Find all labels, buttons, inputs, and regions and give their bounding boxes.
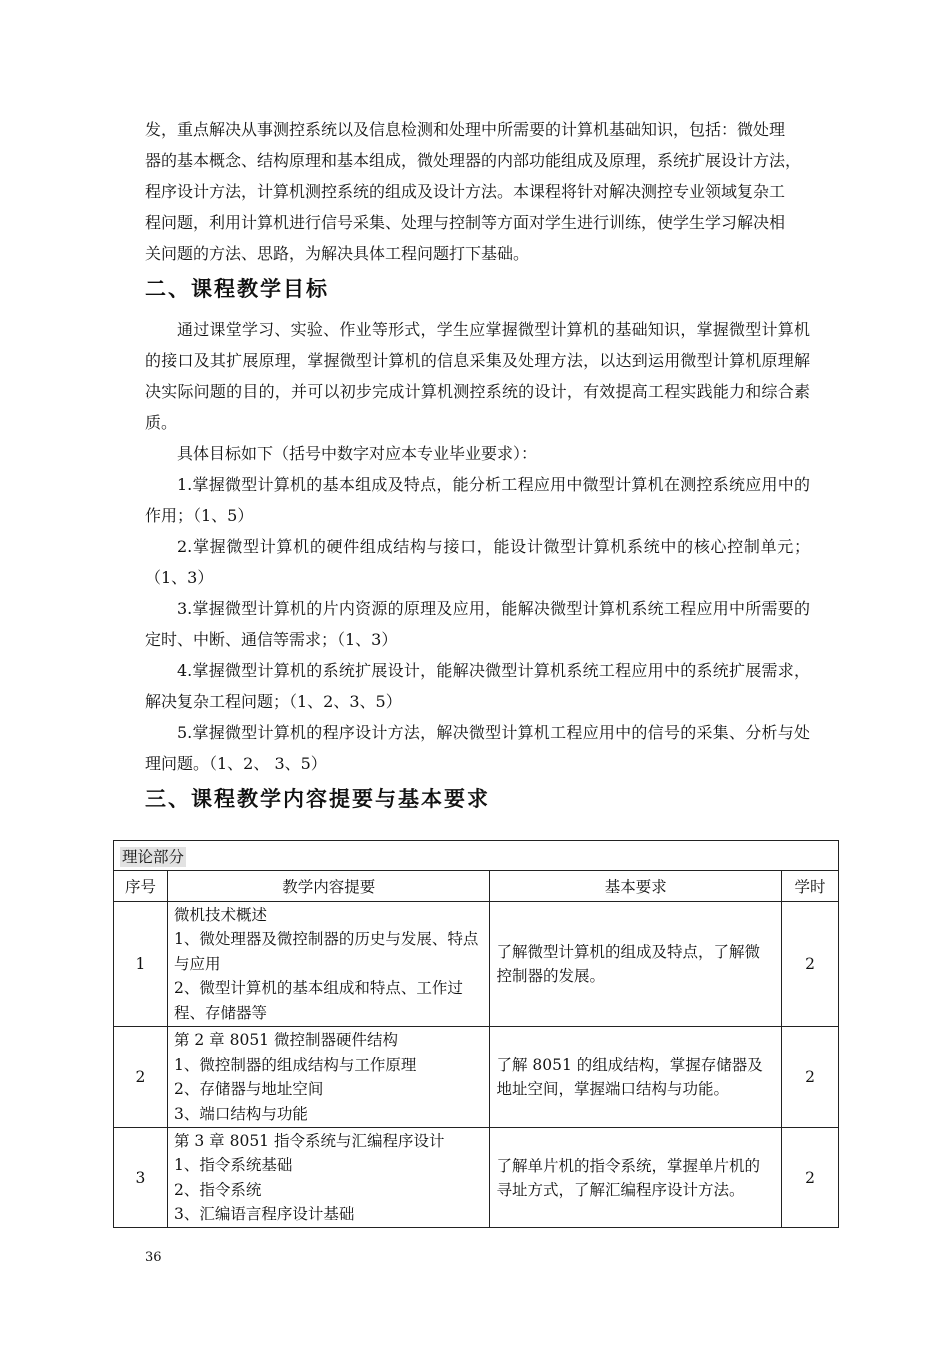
goals-intro: 具体目标如下（括号中数字对应本专业毕业要求）： <box>177 444 538 463</box>
document-body <box>145 114 810 824</box>
content-line: 第 3 章 8051 指令系统与汇编程序设计 <box>173 1131 445 1150</box>
goal-item-3: 3.掌握微型计算机的片内资源的原理及应用，能解决微型计算机系统工程应用中所需要的定时、中断、通信等需求；（1、3） <box>145 599 810 649</box>
row-requirement: 了解微型计算机的组成及特点，了解微控制器的发展。 <box>490 902 782 1027</box>
content-line: 1、指令系统基础 <box>173 1156 293 1174</box>
row-requirement: 了解 8051 的组成结构，掌握存储器及地址空间，掌握端口结构与功能。 <box>490 1027 782 1128</box>
content-line: 1、微处理器及微控制器的历史与发展、特点与应用 <box>173 930 479 973</box>
intro-line: 关问题的方法、思路，为解决具体工程问题打下基础。 <box>145 244 530 263</box>
row-num: 1 <box>114 902 168 1027</box>
objectives-paragraph: 通过课堂学习、实验、作业等形式，学生应掌握微型计算机的基础知识，掌握微型计算机的接口及其扩展原理，掌握微型计算机的信息采集及处理方法，以达到运用微型计算机原理解决实际问题的目的，并可以初步完成计算机测控系统的设计，有效提高工程实践能力和综合素质。 <box>145 320 810 432</box>
row-content <box>167 1027 490 1128</box>
row-content <box>167 1128 490 1228</box>
content-line: 2、微型计算机的基本组成和特点、工作过程、存储器等 <box>173 979 463 1022</box>
table-row <box>114 902 839 1027</box>
content-line: 1、微控制器的组成结构与工作原理 <box>173 1055 417 1074</box>
goal-item-2: 2.掌握微型计算机的硬件组成结构与接口，能设计微型计算机系统中的核心控制单元；（1、3） <box>145 537 810 587</box>
section-2-heading: 二、课程教学目标 <box>145 277 329 301</box>
table-section-label: 理论部分 <box>114 841 839 871</box>
row-content <box>167 902 490 1027</box>
content-line: 第 2 章 8051 微控制器硬件结构 <box>173 1031 398 1049</box>
table-row <box>114 1128 839 1228</box>
content-line: 微机技术概述 <box>173 905 267 924</box>
course-content-table <box>113 840 839 1228</box>
content-line: 2、存储器与地址空间 <box>173 1080 324 1098</box>
row-hours: 2 <box>782 902 839 1027</box>
content-line: 3、端口结构与功能 <box>173 1104 308 1123</box>
section-3-heading: 三、课程教学内容提要与基本要求 <box>145 787 490 811</box>
content-line: 2、指令系统 <box>173 1180 262 1199</box>
intro-line: 程序设计方法，计算机测控系统的组成及设计方法。本课程将针对解决测控专业领域复杂工 <box>145 182 786 201</box>
row-hours: 2 <box>782 1027 839 1128</box>
row-num: 3 <box>114 1128 168 1228</box>
table-row <box>114 1027 839 1128</box>
intro-line: 发，重点解决从事测控系统以及信息检测和处理中所需要的计算机基础知识，包括：微处理 <box>145 120 786 139</box>
row-requirement: 了解单片机的指令系统，掌握单片机的寻址方式，了解汇编程序设计方法。 <box>490 1128 782 1228</box>
header-requirement: 基本要求 <box>490 871 782 902</box>
intro-line: 程问题，利用计算机进行信号采集、处理与控制等方面对学生进行训练，使学生学习解决相 <box>145 213 786 232</box>
table-section-row <box>114 841 839 871</box>
goal-item-5: 5.掌握微型计算机的程序设计方法，解决微型计算机工程应用中的信号的采集、分析与处理问题。（1、2、 3、5） <box>145 723 810 773</box>
header-content: 教学内容提要 <box>167 871 490 902</box>
intro-paragraph <box>145 114 810 269</box>
row-hours: 2 <box>782 1128 839 1228</box>
goal-item-1: 1.掌握微型计算机的基本组成及特点，能分析工程应用中微型计算机在测控系统应用中的作用；（1、5） <box>145 475 810 525</box>
goal-item-4: 4.掌握微型计算机的系统扩展设计，能解决微型计算机系统工程应用中的系统扩展需求，解决复杂工程问题；（1、2、3、5） <box>145 661 810 711</box>
row-num: 2 <box>114 1027 168 1128</box>
page-number: 36 <box>145 1250 162 1265</box>
table-header-row <box>114 871 839 902</box>
intro-line: 器的基本概念、结构原理和基本组成，微处理器的内部功能组成及原理，系统扩展设计方法， <box>145 151 802 170</box>
content-line: 3、汇编语言程序设计基础 <box>173 1205 355 1223</box>
header-hours: 学时 <box>782 871 839 902</box>
header-num: 序号 <box>114 871 168 902</box>
